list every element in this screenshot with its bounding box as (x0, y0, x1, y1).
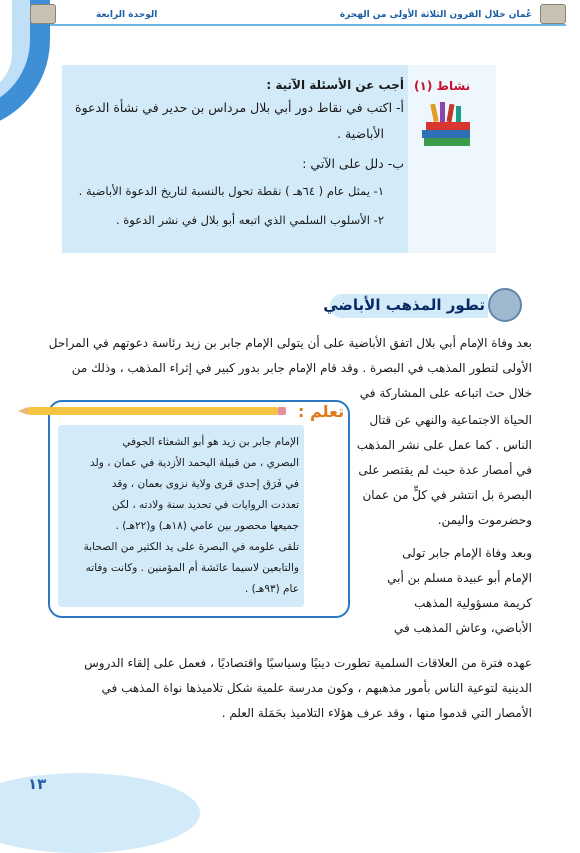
paragraph-line: وبعد وفاة الإمام جابر تولى (402, 546, 532, 560)
paragraph-line: الأباضي، وعاش المذهب في (393, 621, 532, 635)
activity-question-a: أ- اكتب في نقاط دور أبي بلال مرداس بن حدير في نشأة الدعوة (75, 100, 404, 115)
learn-line: في فَرَق إحدى قرى ولاية نزوى بعمان ، وقد (111, 478, 299, 490)
paragraph-line: الأولى لتطور المذهب في البصرة . وقد قام الإمام جابر بدور كبير في إثراء المذهب ، وذلك من (71, 361, 532, 375)
learn-label: تعلم : (298, 402, 345, 421)
paragraph-line: الناس . كما عمل على نشر المذهب (356, 438, 532, 452)
activity-label: نشاط (١) (414, 79, 471, 93)
paragraph-line: الدينية لتوعية الناس بأمور مذهبهم ، وكون مدرسة علمية شكل تلاميذها نواة المذهب في (101, 681, 532, 695)
learn-line: البصري ، من قبيلة اليحمد الأزدية في عمان ، ولد (90, 457, 299, 469)
activity-item-1: ١- يمثل عام ( ٦٤هـ ) نقطة تحول بالنسبة لتاريخ الدعوة الأباضية . (78, 184, 384, 198)
header-image-left (30, 4, 56, 24)
paragraph-line: بعد وفاة الإمام أبي بلال اتفق الأباضية على أن يتولى الإمام جابر بن زيد رئاسة دعوتهم في المراحل (48, 336, 532, 350)
header-rule (50, 24, 566, 26)
books-icon (418, 100, 474, 150)
section-title: تطور المذهب الأباضي (323, 296, 485, 314)
activity-question-b: ب- دلل على الآتي : (302, 156, 404, 171)
section-heading-icon (488, 288, 522, 322)
header-image-right (540, 4, 566, 24)
paragraph-line: الحياة الاجتماعية والنهي عن قتال (369, 413, 532, 427)
learn-line: عام (٩٣هـ) . (244, 583, 299, 595)
learn-line: تعددت الروايات في تحديد سنة ولادته ، لكن (111, 499, 299, 511)
activity-side-panel (408, 65, 496, 253)
learn-line: جميعها محصور بين عامي (١٨هـ) و(٢٢هـ) . (115, 520, 299, 532)
learn-line: والتابعين لاسيما عائشة أم المؤمنين . وكانت وفاته (85, 562, 299, 574)
learn-line: تلقى علومه في البصرة على يد الكثير من الصحابة (83, 541, 299, 553)
learn-box-content (58, 425, 304, 607)
pencil-tip-icon (18, 407, 28, 415)
pencil-icon (28, 407, 278, 415)
paragraph-line: خلال حث اتباعه على المشاركة في (359, 386, 532, 400)
paragraph-line: وحضرموت واليمن. (437, 513, 532, 527)
learn-line: الإمام جابر بن زيد هو أبو الشعثاء الجوفي (122, 436, 299, 448)
activity-instruction: أجب عن الأسئلة الآتية : (266, 78, 404, 92)
activity-item-2: ٢- الأسلوب السلمي الذي اتبعه أبو بلال في نشر الدعوة . (115, 213, 384, 227)
paragraph-line: في أمصار عدة حيث لم يقتصر على (358, 463, 532, 477)
page-number: ١٣ (28, 775, 47, 793)
paragraph-line: الأمصار التي قدموا منها ، وقد عرف هؤلاء التلاميذ بحَمَلة العلم . (221, 706, 532, 720)
unit-label: الوحدة الرابعة (96, 10, 158, 20)
activity-question-a-cont: الأباضية . (337, 126, 384, 141)
paragraph-line: الإمام أبو عبيدة مسلم بن أبي (387, 571, 532, 585)
paragraph-line: عهده فترة من العلاقات السلمية تطورت دينيًا وسياسيًا واقتصاديًا ، فعمل على إلقاء الدروس (84, 656, 532, 670)
pencil-eraser-icon (278, 407, 286, 415)
paragraph-line: كريمة مسؤولية المذهب (414, 596, 532, 610)
paragraph-line: البصرة بل انتشر في كلٍّ من عمان (362, 488, 532, 502)
chapter-title: عُمان خلال القرون الثلاثة الأولى من الهجرة (339, 10, 532, 20)
